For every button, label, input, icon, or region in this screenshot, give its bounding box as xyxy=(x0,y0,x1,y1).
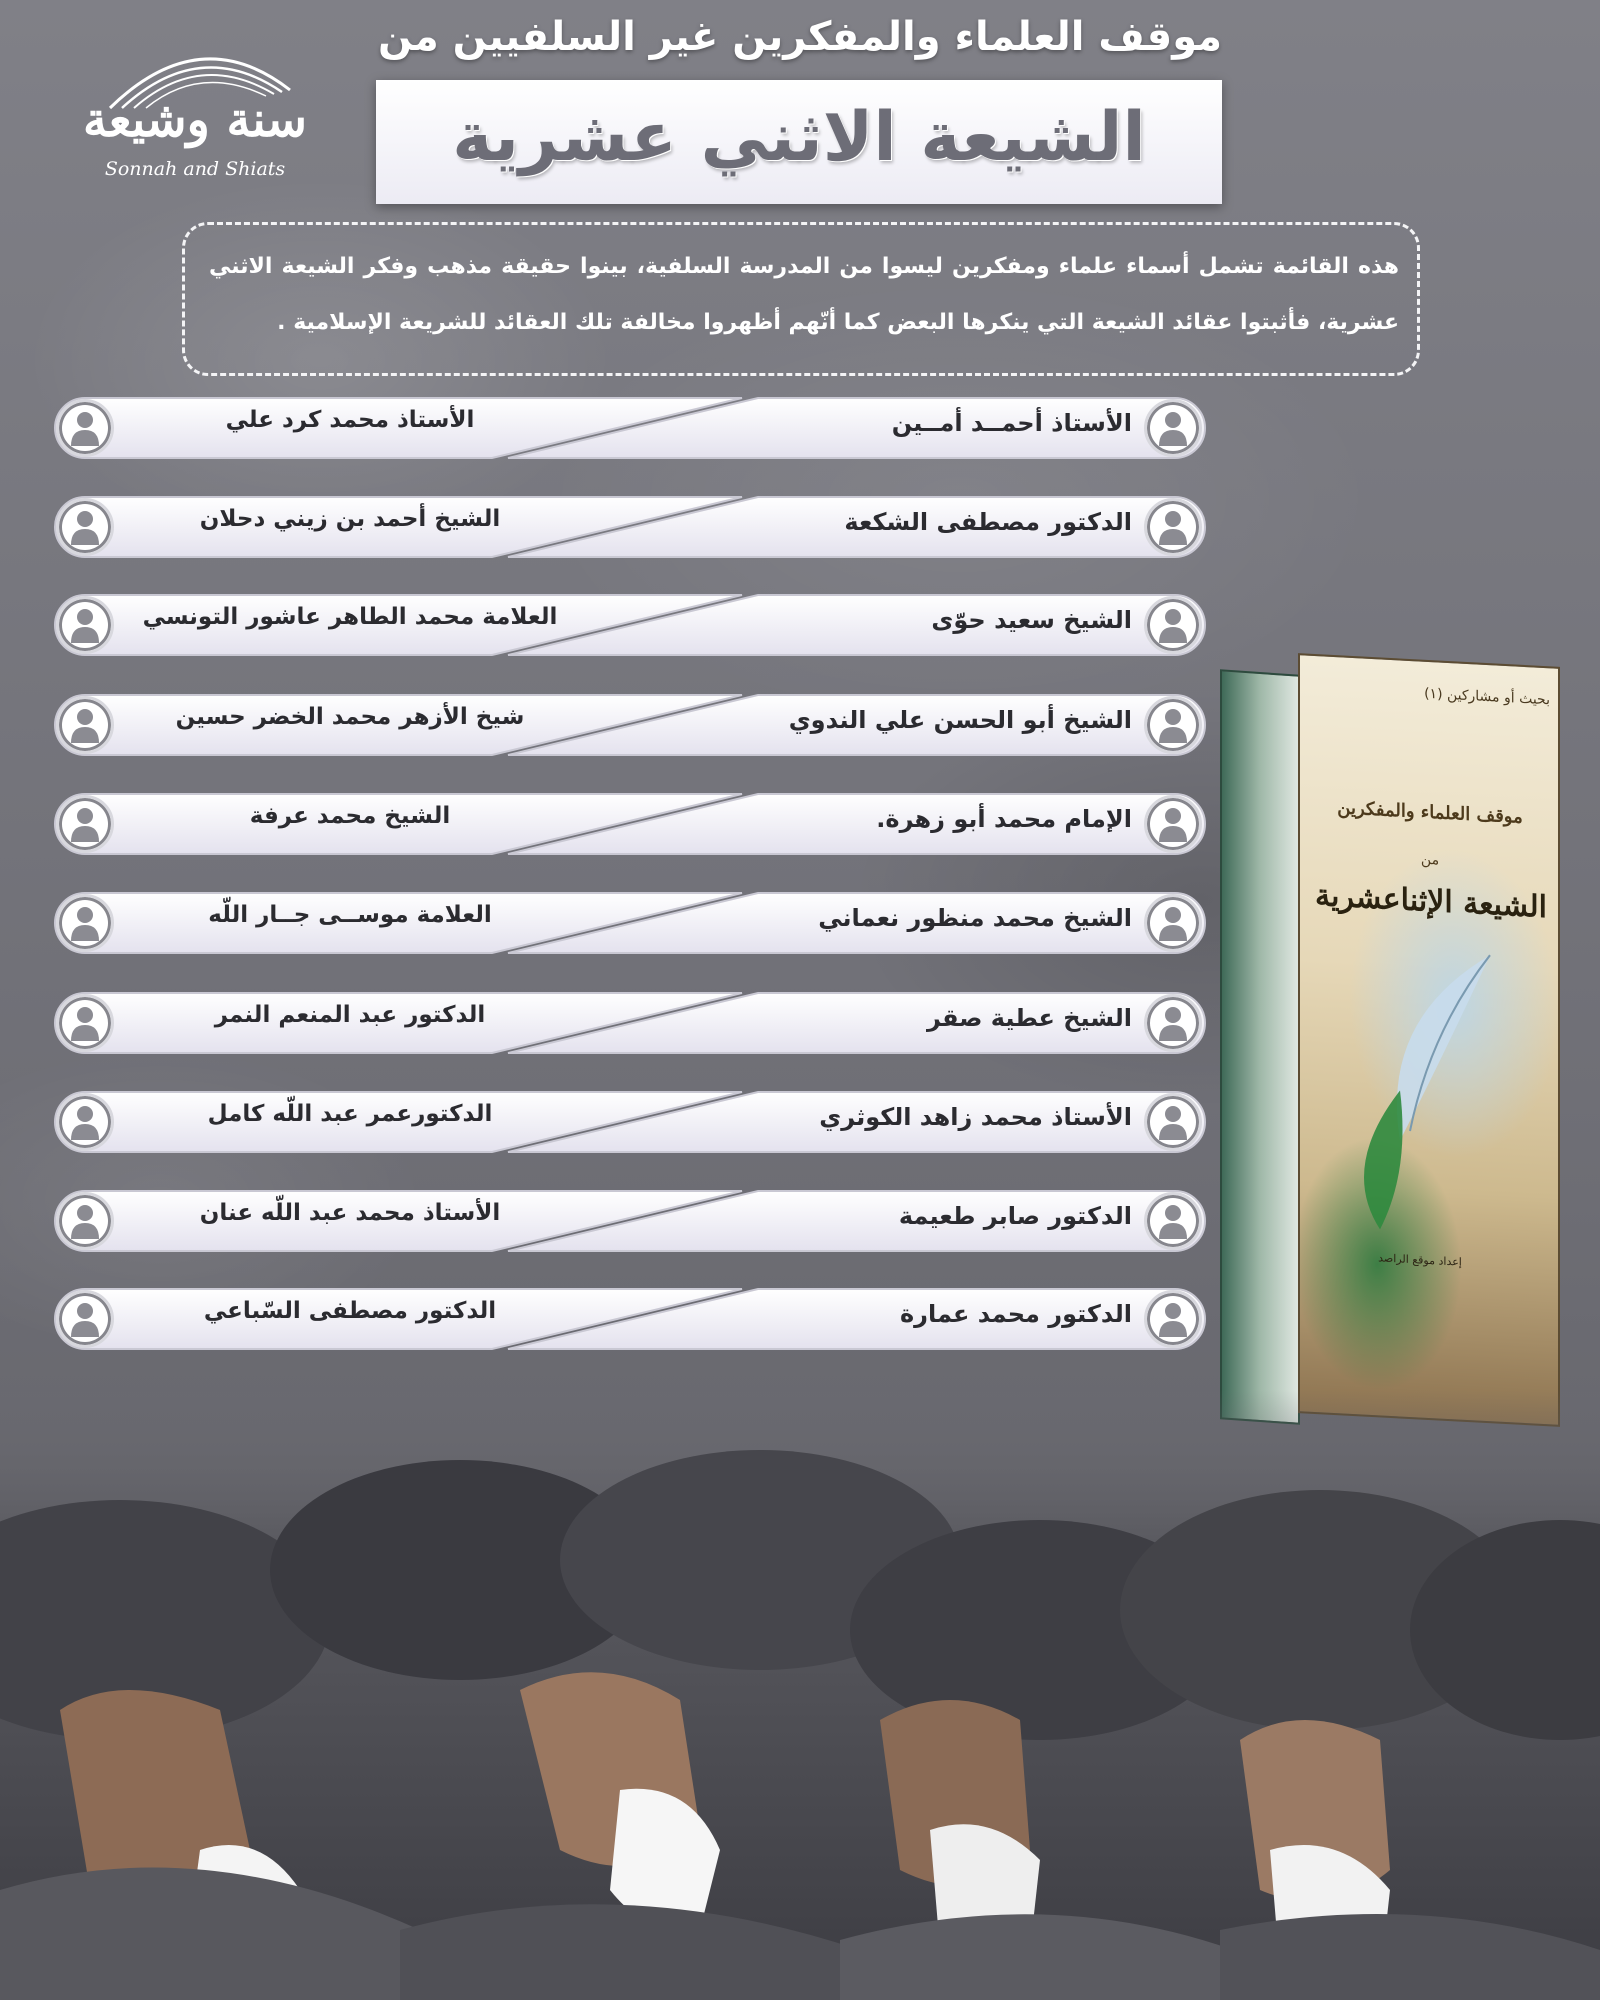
scholar-name-left: الدكتور مصطفى السّباعي xyxy=(203,1298,497,1324)
crowd-illustration xyxy=(0,1330,1600,2000)
avatar xyxy=(1144,596,1202,654)
user-silhouette-icon xyxy=(69,1104,101,1140)
cover-top-text: بحيث أو مشاركين (١) xyxy=(1424,685,1550,709)
logo-english: Sonnah and Shiats xyxy=(104,158,286,180)
scholar-name-right: الإمام محمد أبو زهرة. xyxy=(876,805,1132,833)
user-silhouette-icon xyxy=(1157,509,1189,545)
avatar xyxy=(1144,399,1202,457)
intro-box xyxy=(182,222,1420,376)
page-title: الشيعة الاثني عشرية xyxy=(452,98,1146,177)
name-row xyxy=(52,791,1208,857)
avatar xyxy=(1144,696,1202,754)
user-silhouette-icon xyxy=(69,1203,101,1239)
avatar xyxy=(56,1192,114,1250)
scholar-name-left: الأستاذ محمد كرد علي xyxy=(225,407,475,433)
logo-arabic: سنة وشيعة xyxy=(83,92,307,148)
avatar xyxy=(1144,894,1202,952)
user-silhouette-icon xyxy=(1157,1005,1189,1041)
user-silhouette-icon xyxy=(69,607,101,643)
avatar xyxy=(56,596,114,654)
avatar xyxy=(56,498,114,556)
cover-footer: إعداد موقع الراصد xyxy=(1378,1251,1462,1269)
scholar-name-left: شيخ الأزهر محمد الخضر حسين xyxy=(175,704,525,730)
user-silhouette-icon xyxy=(69,410,101,446)
user-silhouette-icon xyxy=(69,707,101,743)
scholar-name-left: العلامة محمد الطاهر عاشور التونسي xyxy=(142,604,558,630)
avatar xyxy=(1144,795,1202,853)
scholar-name-right: الشيخ عطية صقر xyxy=(927,1004,1132,1032)
avatar xyxy=(56,399,114,457)
name-row xyxy=(52,494,1208,560)
user-silhouette-icon xyxy=(1157,410,1189,446)
name-row xyxy=(52,692,1208,758)
logo xyxy=(60,30,340,190)
scholar-name-right: الأستاذ محمد زاهد الكوثري xyxy=(819,1103,1132,1131)
cover-title: الشيعة الإثناعشرية xyxy=(1315,878,1547,926)
user-silhouette-icon xyxy=(1157,905,1189,941)
name-row xyxy=(52,1188,1208,1254)
scholar-name-left: الأستاذ محمد عبد اللّه عنان xyxy=(199,1200,501,1226)
user-silhouette-icon xyxy=(69,806,101,842)
book-spine xyxy=(1220,669,1300,1425)
user-silhouette-icon xyxy=(1157,806,1189,842)
scholar-name-left: الشيخ أحمد بن زيني دحلان xyxy=(199,506,501,532)
avatar xyxy=(56,795,114,853)
scholar-name-right: الشيخ أبو الحسن علي الندوي xyxy=(788,706,1132,734)
scholar-name-left: الدكتور عبد المنعم النمر xyxy=(214,1002,486,1028)
avatar xyxy=(56,894,114,952)
cover-subtitle: موقف العلماء والمفكرين xyxy=(1337,797,1523,828)
user-silhouette-icon xyxy=(69,1005,101,1041)
header-line: موقف العلماء والمفكرين غير السلفيين من xyxy=(377,14,1223,60)
user-silhouette-icon xyxy=(1157,1203,1189,1239)
avatar xyxy=(1144,498,1202,556)
name-row xyxy=(52,890,1208,956)
scholar-name-left: العلامة موســى جــار اللّه xyxy=(208,902,492,928)
scholar-name-right: الدكتور محمد عمارة xyxy=(899,1300,1132,1328)
intro-text: هذه القائمة تشمل أسماء علماء ومفكرين ليسوا من المدرسة السلفية، بينوا حقيقة مذهب وفكر الشيعة الاثني عشرية، فأثبتوا عقائد الشيعة التي ينكرها البعض كما أنّهم أظهروا مخالفة تلك العقائد للشريعة الإسلامية . xyxy=(209,254,1399,335)
book-cover xyxy=(1298,653,1560,1427)
scholar-name-left: الدكتورعمر عبد اللّه كامل xyxy=(207,1101,493,1127)
title-box xyxy=(376,80,1222,204)
name-row xyxy=(52,1089,1208,1155)
user-silhouette-icon xyxy=(1157,707,1189,743)
avatar xyxy=(56,696,114,754)
user-silhouette-icon xyxy=(1157,1104,1189,1140)
avatar xyxy=(56,994,114,1052)
feather-icon xyxy=(1340,937,1520,1246)
name-row xyxy=(52,395,1208,461)
scholar-name-right: الدكتور مصطفى الشكعة xyxy=(844,508,1132,536)
avatar xyxy=(56,1093,114,1151)
avatar xyxy=(1144,1192,1202,1250)
scholar-name-right: الشيخ محمد منظور نعماني xyxy=(818,904,1132,932)
scholar-name-left: الشيخ محمد عرفة xyxy=(249,803,451,829)
scholar-name-right: الشيخ سعيد حوّى xyxy=(931,606,1132,634)
avatar xyxy=(1144,1093,1202,1151)
scholar-name-right: الدكتور صابر طعيمة xyxy=(898,1202,1132,1230)
scholar-name-right: الأستاذ أحمــد أمــين xyxy=(891,409,1132,437)
user-silhouette-icon xyxy=(1157,607,1189,643)
book-image xyxy=(1220,660,1560,1430)
avatar xyxy=(1144,994,1202,1052)
user-silhouette-icon xyxy=(69,905,101,941)
cover-min: من xyxy=(1420,851,1440,869)
name-row xyxy=(52,990,1208,1056)
user-silhouette-icon xyxy=(69,509,101,545)
name-row xyxy=(52,592,1208,658)
